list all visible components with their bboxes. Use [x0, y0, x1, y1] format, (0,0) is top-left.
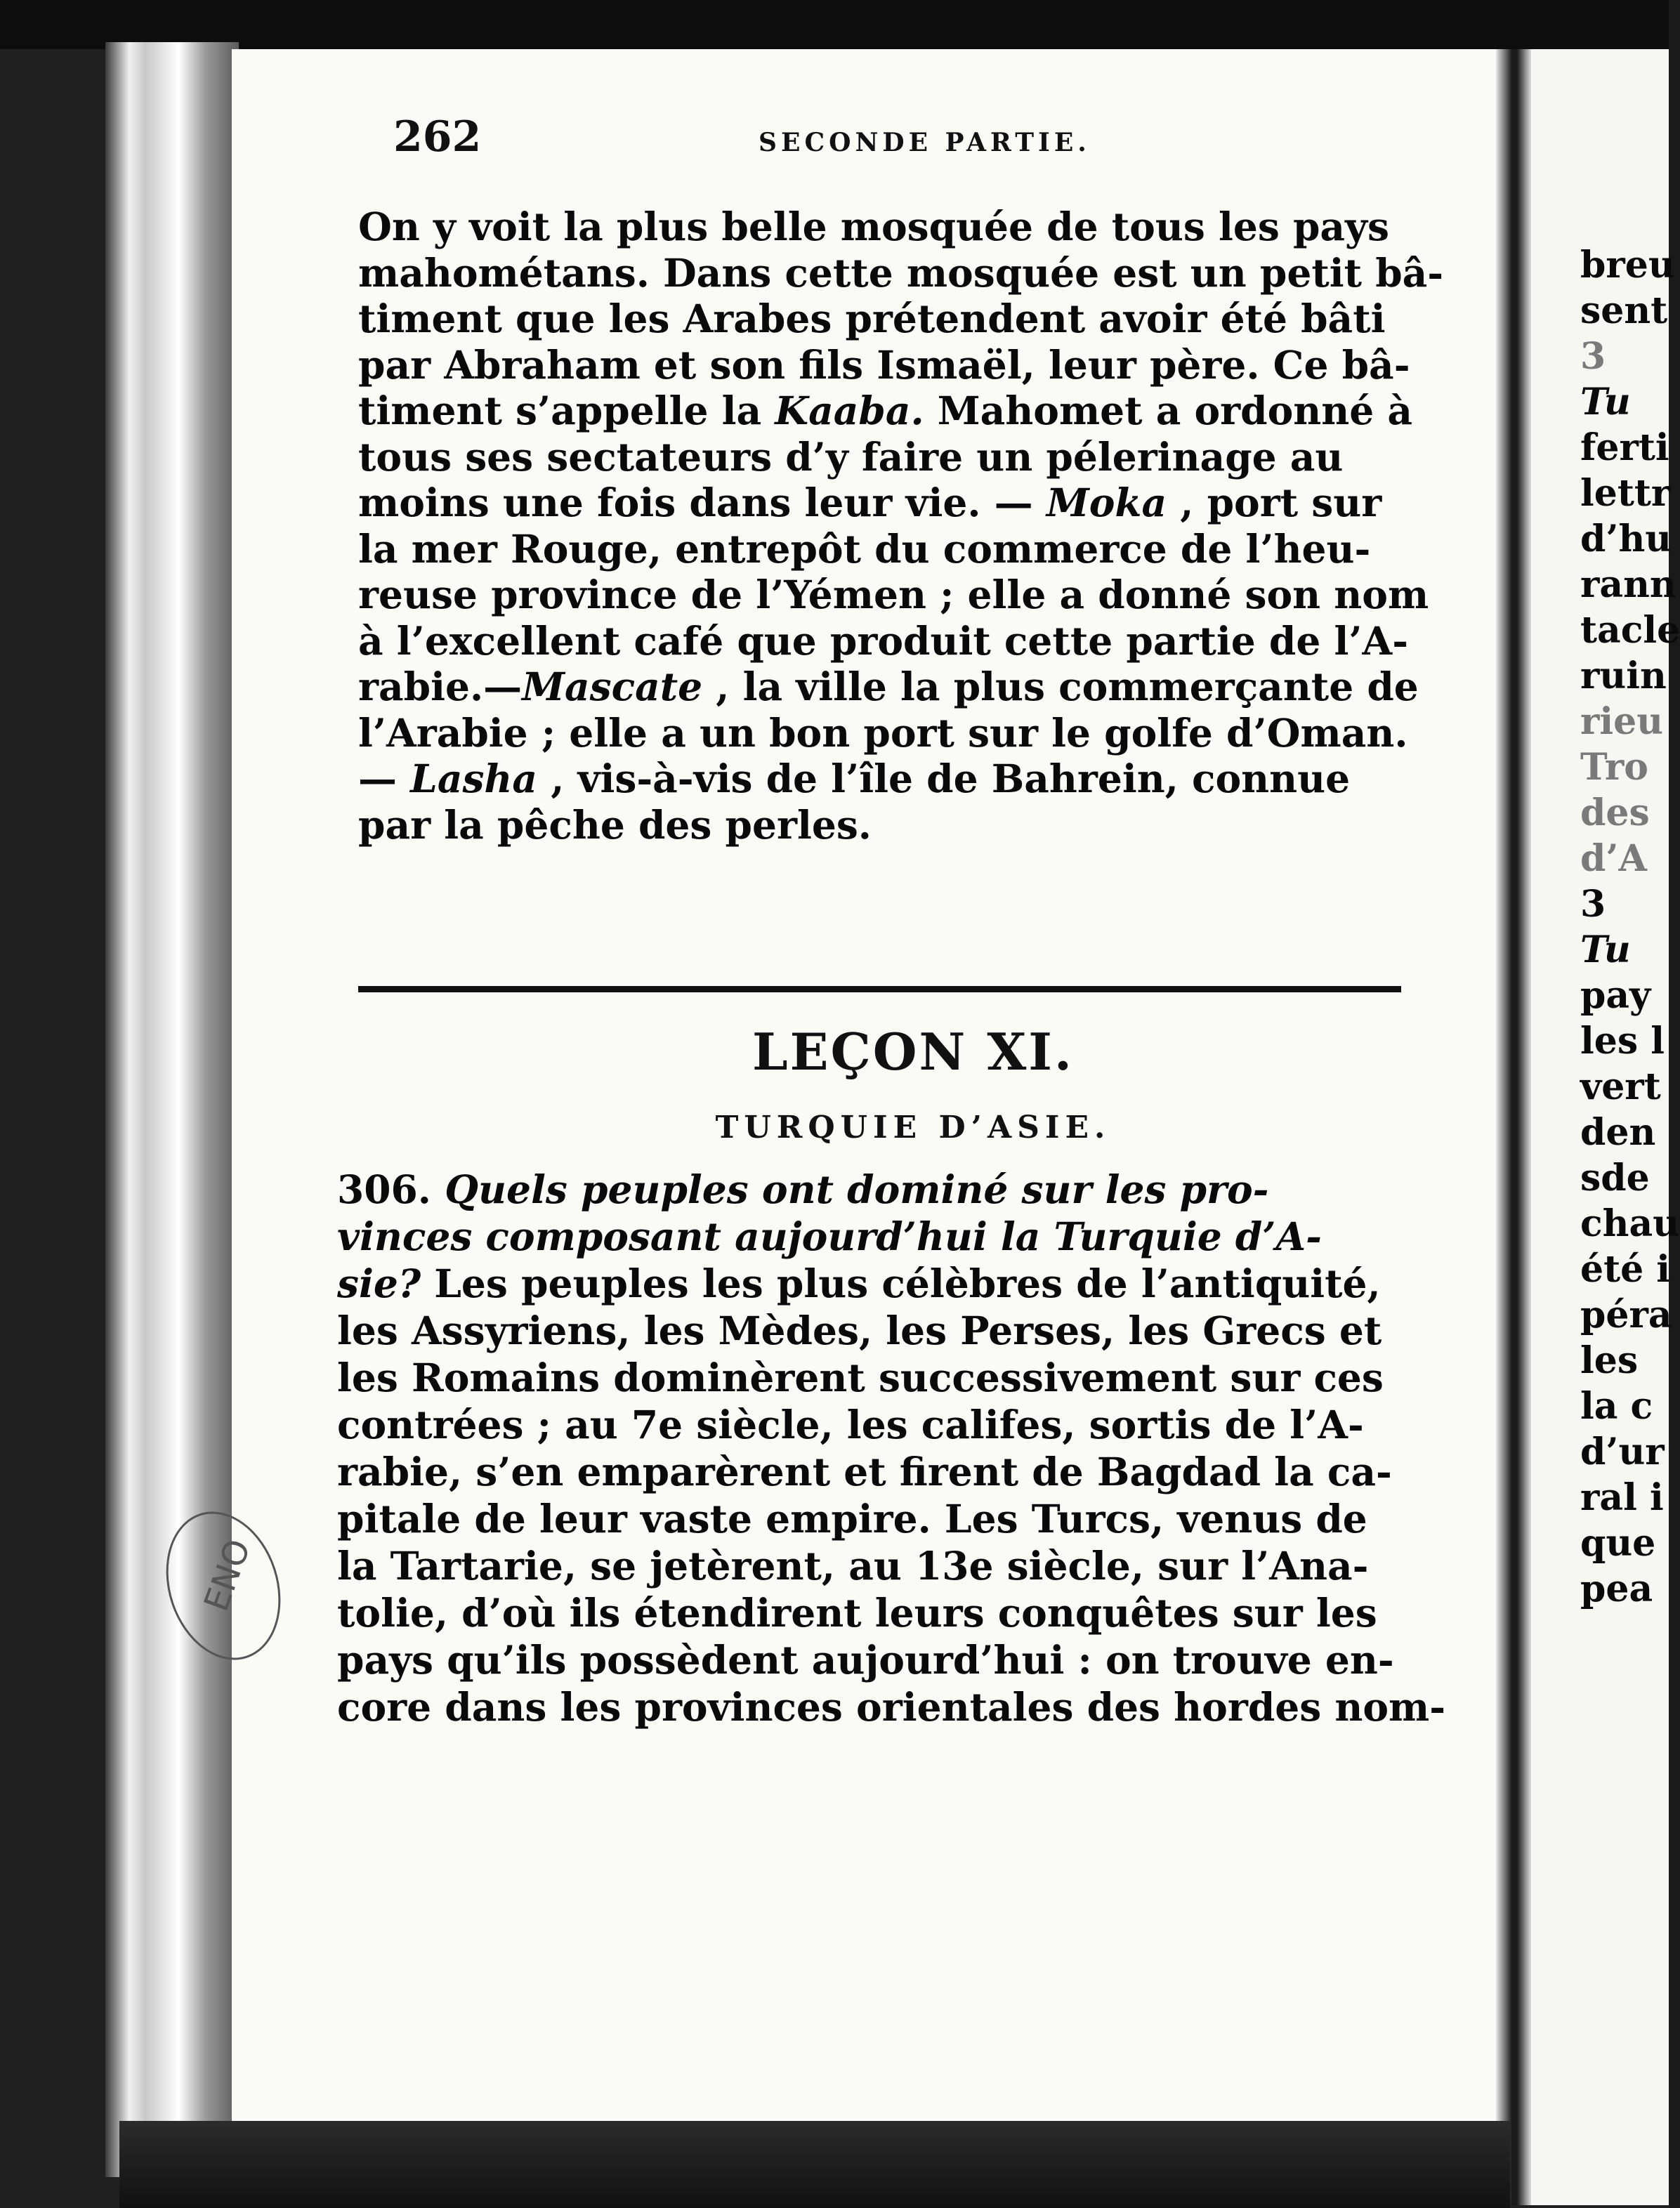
- running-head: SECONDE PARTIE.: [759, 128, 1091, 157]
- fragment-line: été i: [1580, 1248, 1671, 1291]
- text-line: tous ses sectateurs d’y faire un pélerinage au: [358, 433, 1344, 480]
- question-text: vinces composant aujourd’hui la Turquie d’A-: [337, 1214, 1322, 1259]
- text-line: timent que les Arabes prétendent avoir été bâti: [358, 296, 1386, 341]
- fragment-line: Tro: [1580, 746, 1648, 789]
- place-kaaba: Kaaba.: [775, 388, 924, 433]
- fragment-line: rieu: [1580, 700, 1664, 743]
- book-gutter: [1496, 49, 1531, 2205]
- scan-top-edge: [0, 0, 1669, 49]
- fragment-line: ruin: [1580, 655, 1667, 697]
- fragment-line: les l: [1580, 1020, 1665, 1063]
- paragraph-mecca: [358, 204, 1444, 848]
- text-line: l’Arabie ; elle a un bon port sur le golfe d’Oman.: [358, 709, 1408, 756]
- text-line: rabie, s’en emparèrent et firent de Bagdad la ca-: [337, 1449, 1392, 1494]
- section-rule: [358, 986, 1401, 992]
- fragment-line: d’A: [1580, 837, 1647, 880]
- paragraph-306: [337, 1166, 1446, 1730]
- question-text: Quels peuples ont dominé sur les pro-: [431, 1167, 1269, 1212]
- place-mascate: Mascate: [522, 664, 703, 709]
- paragraph-number: 306.: [337, 1167, 431, 1212]
- fragment-line: pay: [1580, 974, 1651, 1017]
- text-line: par la pêche des perles.: [358, 801, 872, 848]
- text-line: mahométans. Dans cette mosquée est un petit bâ-: [358, 249, 1444, 296]
- text-line: reuse province de l’Yémen ; elle a donné son nom: [358, 572, 1429, 617]
- book-binding-edge: [105, 42, 239, 2177]
- text-line: par Abraham et son fils Ismaël, leur père. Ce bâ-: [358, 341, 1410, 388]
- text-line: tolie, d’où ils étendirent leurs conquêtes sur les: [337, 1590, 1377, 1636]
- page-header: [393, 112, 1405, 176]
- text-line: [337, 1260, 1405, 1307]
- fragment-line: tacle: [1580, 609, 1680, 652]
- text-line: la Tartarie, se jetèrent, au 13e siècle, sur l’Ana-: [337, 1543, 1369, 1589]
- answer-text: Les peuples les plus célèbres de l’antiquité,: [421, 1261, 1381, 1306]
- text-line: rabie.—Mascate , la ville la plus commerçante de: [358, 664, 1419, 709]
- library-stamp-text: ENO: [196, 1534, 259, 1617]
- text-line: — Lasha , vis-à-vis de l’île de Bahrein, connue: [358, 756, 1351, 801]
- fragment-line: des: [1580, 791, 1650, 834]
- fragment-line: les: [1580, 1339, 1639, 1382]
- fragment-line: 3: [1580, 335, 1606, 378]
- fragment-line: chau: [1580, 1202, 1679, 1245]
- text-line: pitale de leur vaste empire. Les Turcs, venus de: [337, 1496, 1367, 1542]
- fragment-line: Tu: [1580, 381, 1631, 423]
- page-number: 262: [393, 112, 482, 162]
- text-line: contrées ; au 7e siècle, les califes, sortis de l’A-: [337, 1402, 1364, 1447]
- fragment-line: d’hu: [1580, 518, 1672, 560]
- facing-page-fragments: [1580, 242, 1680, 1612]
- text-line: timent s’appelle la Kaaba. Mahomet a ordonné à: [358, 388, 1413, 433]
- question-text: sie?: [337, 1261, 421, 1306]
- text-line: les Romains dominèrent successivement sur ces: [337, 1355, 1384, 1400]
- scan-bottom-edge: [119, 2121, 1510, 2208]
- fragment-line: la c: [1580, 1385, 1653, 1428]
- text-line: [337, 1166, 1405, 1213]
- text-line: pays qu’ils possèdent aujourd’hui : on trouve en-: [337, 1637, 1394, 1683]
- lesson-subtitle: TURQUIE D’ASIE.: [715, 1110, 1111, 1145]
- fragment-line: ferti: [1580, 426, 1669, 469]
- fragment-line: péra: [1580, 1294, 1672, 1336]
- place-moka: Moka: [1046, 480, 1167, 525]
- lesson-title: LEÇON XI.: [752, 1022, 1074, 1082]
- fragment-line: ral i: [1580, 1476, 1664, 1519]
- fragment-line: que: [1580, 1522, 1656, 1565]
- fragment-line: pea: [1580, 1568, 1653, 1610]
- fragment-line: rann: [1580, 563, 1676, 606]
- text-line: moins une fois dans leur vie. — Moka , port sur: [358, 480, 1382, 525]
- fragment-line: d’ur: [1580, 1431, 1665, 1473]
- fragment-line: den: [1580, 1111, 1656, 1154]
- fragment-line: sent: [1580, 289, 1668, 332]
- fragment-line: breu: [1580, 244, 1675, 287]
- fragment-line: Tu: [1580, 928, 1631, 971]
- place-lasha: Lasha: [410, 756, 538, 801]
- fragment-line: lettr: [1580, 472, 1671, 515]
- text-line: les Assyriens, les Mèdes, les Perses, les Grecs et: [337, 1308, 1382, 1353]
- fragment-line: 3: [1580, 883, 1606, 926]
- fragment-line: vert: [1580, 1065, 1661, 1108]
- text-line: core dans les provinces orientales des hordes nom-: [337, 1684, 1446, 1730]
- text-line: à l’excellent café que produit cette partie de l’A-: [358, 617, 1409, 664]
- text-line: la mer Rouge, entrepôt du commerce de l’heu-: [358, 525, 1371, 572]
- fragment-line: sde: [1580, 1157, 1650, 1200]
- text-line: On y voit la plus belle mosquée de tous les pays: [358, 204, 1389, 249]
